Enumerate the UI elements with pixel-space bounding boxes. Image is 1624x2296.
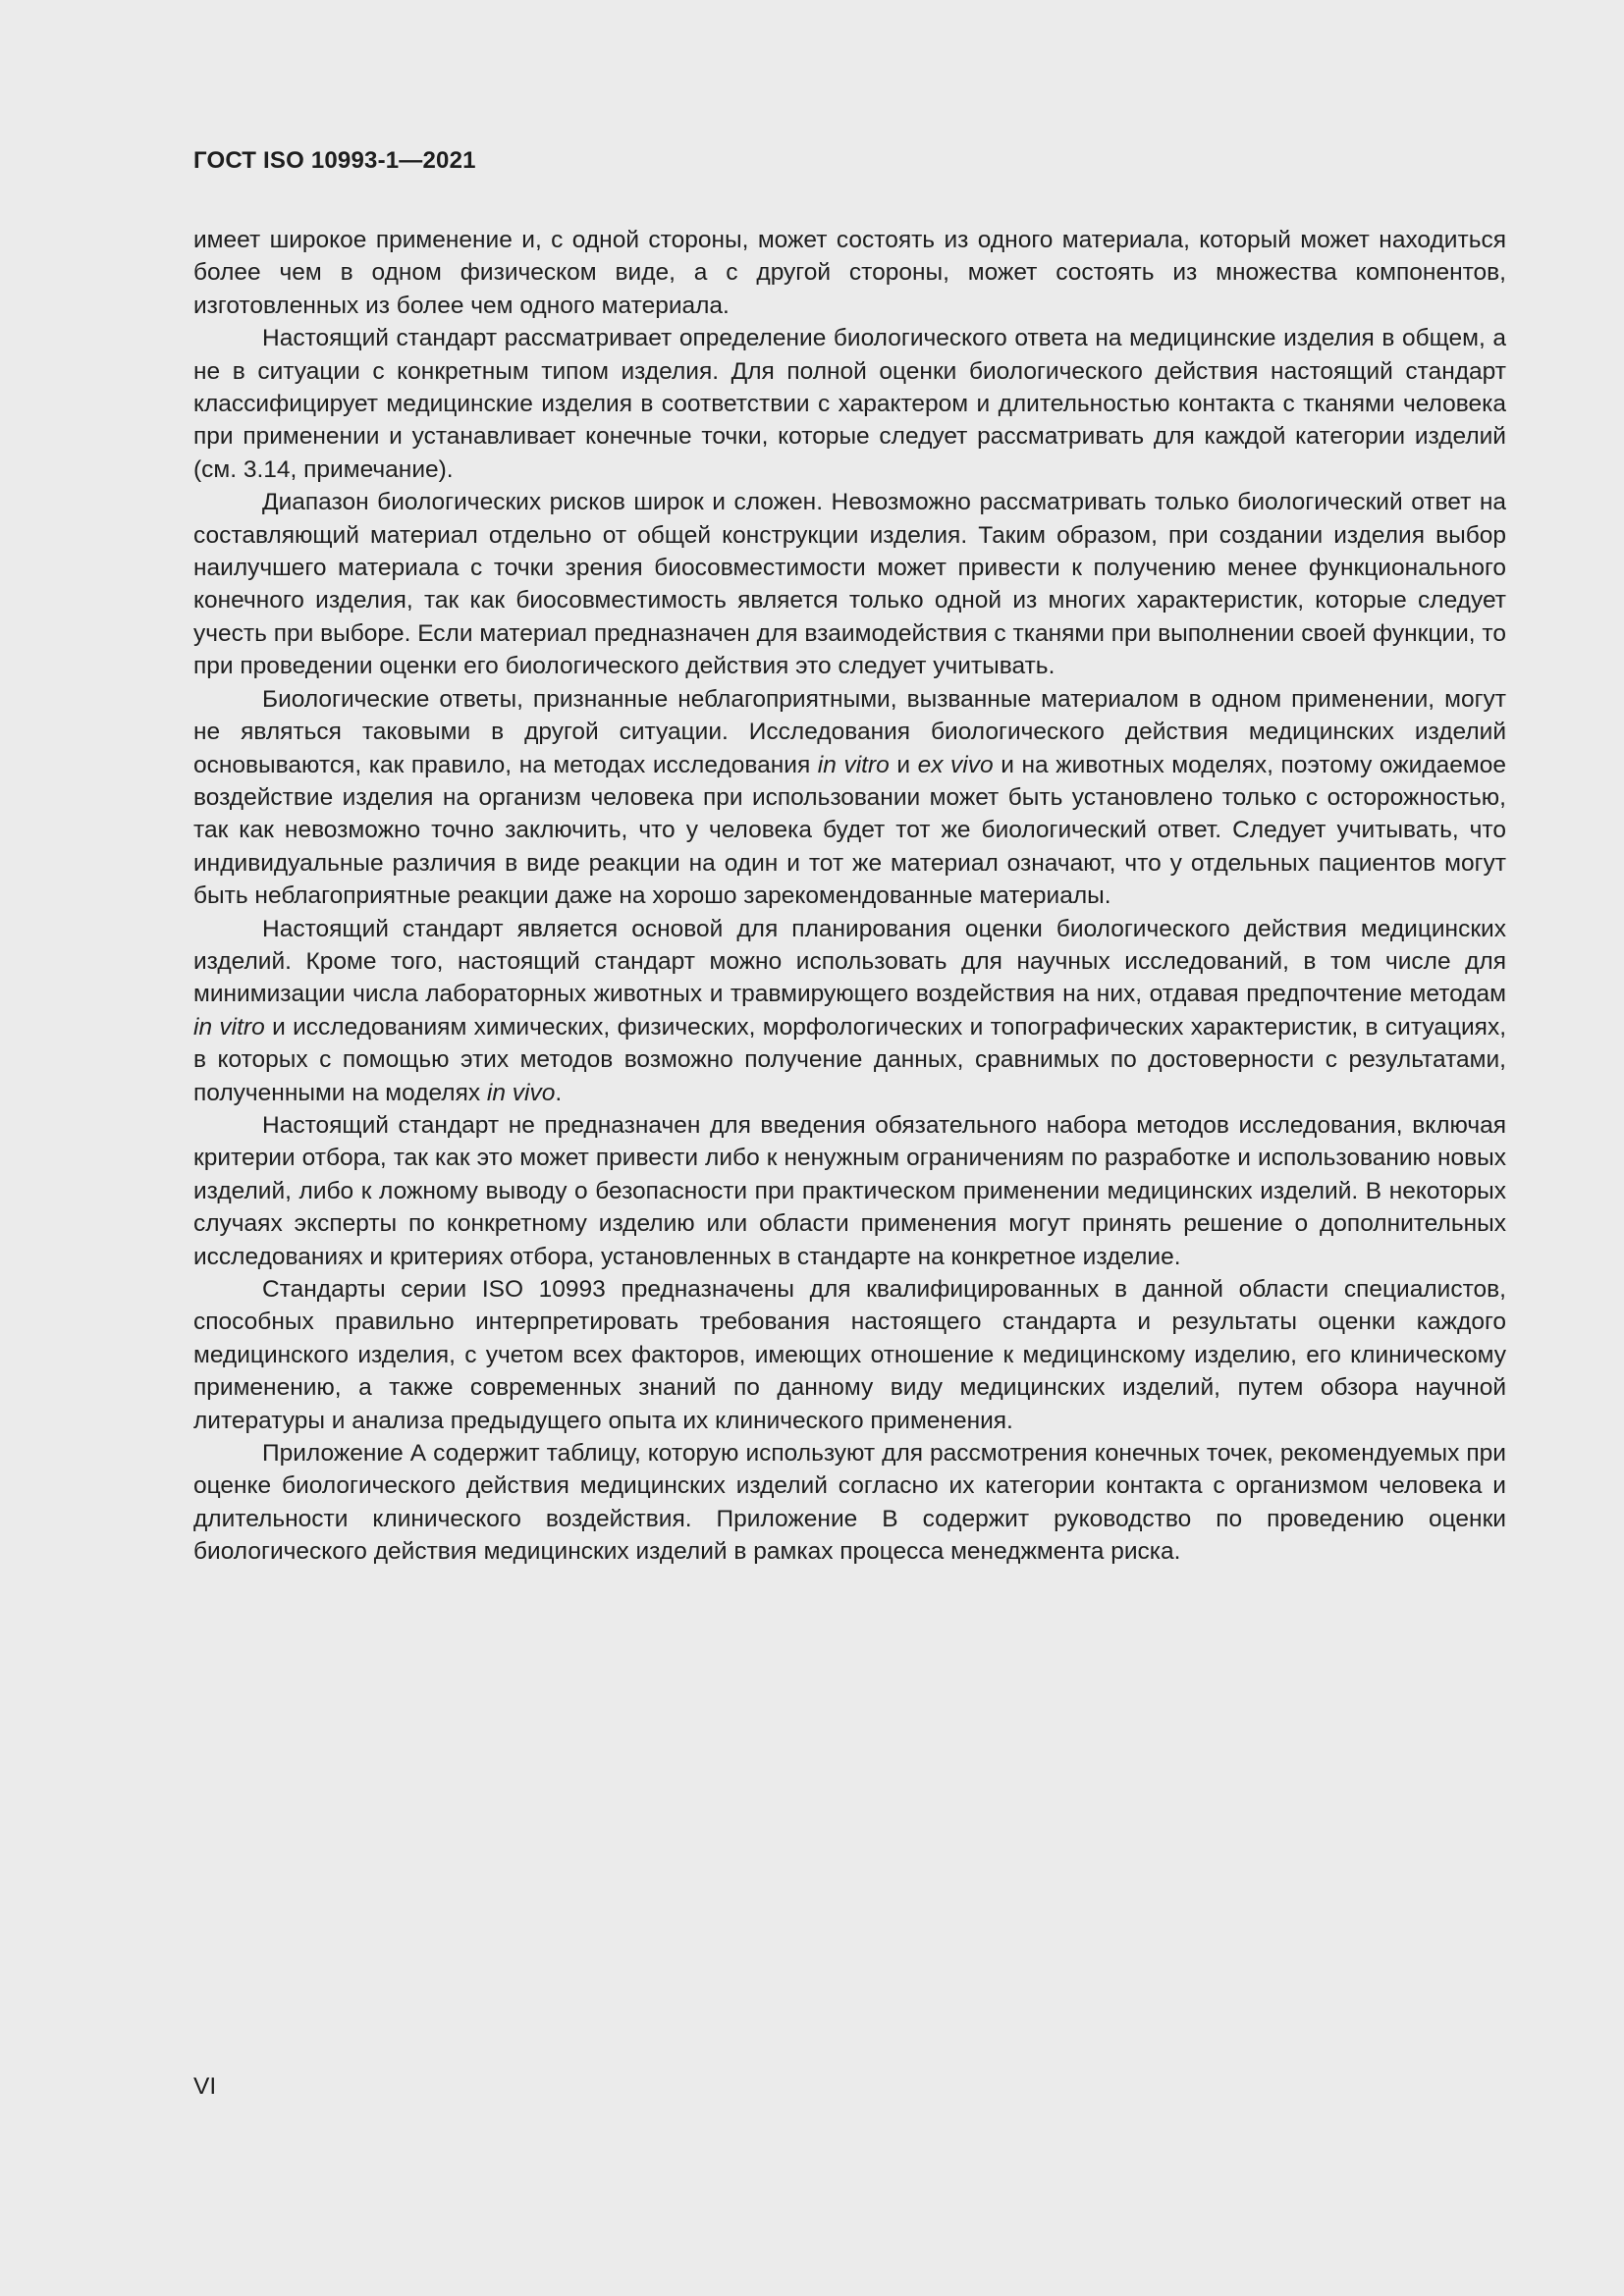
paragraph-4 xyxy=(193,683,1506,913)
paragraph-4-part-1: Биологические ответы, признанные неблагоприятными, вызванные материалом в одном применении, могут не являться таковыми в другой ситуации. Исследования биологического действия медицинских изделий основываются, как правило, на методах исследования xyxy=(193,685,1506,778)
paragraph-5-part-3: . xyxy=(555,1079,563,1106)
document-header: ГОСТ ISO 10993-1—2021 xyxy=(193,147,476,174)
page-number: VI xyxy=(193,2073,217,2100)
paragraph-5 xyxy=(193,913,1506,1109)
paragraph-8: Приложение А содержит таблицу, которую используют для рассмотрения конечных точек, рекомендуемых при оценке биологического действия медицинских изделий согласно их категории контакта с организмом человека и длительности клинического воздействия. Приложение В содержит руководство по проведению оценки биологического действия медицинских изделий в рамках процесса менеджмента риска. xyxy=(193,1440,1506,1566)
italic-term-in-vitro: in vitro xyxy=(193,1013,265,1041)
paragraph-5-part-2: и исследованиям химических, физических, морфологических и топографических характеристик, в ситуациях, в которых с помощью этих методов возможно получение данных, сравнимых по достоверности с результатами, полученными на моделях xyxy=(193,1013,1506,1106)
document-body xyxy=(193,224,1506,1569)
paragraph-1: имеет широкое применение и, с одной стороны, может состоять из одного материала, который может находиться более чем в одном физическом виде, а с другой стороны, может состоять из множества компонентов, изготовленных из более чем одного материала. xyxy=(193,227,1506,319)
paragraph-3: Диапазон биологических рисков широк и сложен. Невозможно рассматривать только биологический ответ на составляющий материал отдельно от общей конструкции изделия. Таким образом, при создании изделия выбор наилучшего материала с точки зрения биосовместимости может привести к получению менее функционального конечного изделия, так как биосовместимость является только одной из многих характеристик, которые следует учесть при выборе. Если материал предназначен для взаимодействия с тканями при выполнении своей функции, то при проведении оценки его биологического действия это следует учитывать. xyxy=(193,489,1506,680)
italic-term-in-vivo: in vivo xyxy=(486,1079,556,1106)
paragraph-4-part-3: и на животных моделях, поэтому ожидаемое воздействие изделия на организм человека при использовании может быть установлено только с осторожностью, так как невозможно точно заключить, что у человека будет тот же биологический ответ. Следует учитывать, что индивидуальные различия в виде реакции на один и тот же материал означают, что у отдельных пациентов могут быть неблагоприятные реакции даже на хорошо зарекомендованные материалы. xyxy=(193,751,1506,910)
paragraph-7: Стандарты серии ISO 10993 предназначены для квалифицированных в данной области специалистов, способных правильно интерпретировать требования настоящего стандарта и результаты оценки каждого медицинского изделия, с учетом всех факторов, имеющих отношение к медицинскому изделию, его клиническому применению, а также современных знаний по данному виду медицинских изделий, путем обзора научной литературы и анализа предыдущего опыта их клинического применения. xyxy=(193,1276,1506,1434)
paragraph-5-part-1: Настоящий стандарт является основой для планирования оценки биологического действия медицинских изделий. Кроме того, настоящий стандарт можно использовать для научных исследований, в том числе для минимизации числа лабораторных животных и травмирующего воздействия на них, отдавая предпочтение методам xyxy=(193,915,1506,1008)
paragraph-4-part-2: и xyxy=(889,751,918,778)
italic-term-ex-vivo: ex vivo xyxy=(917,751,994,778)
paragraph-6: Настоящий стандарт не предназначен для введения обязательного набора методов исследования, включая критерии отбора, так как это может привести либо к ненужным ограничениям по разработке и использованию новых изделий, либо к ложному выводу о безопасности при практическом применении медицинских изделий. В некоторых случаях эксперты по конкретному изделию или области применения могут принять решение о дополнительных исследованиях и критериях отбора, установленных в стандарте на конкретное изделие. xyxy=(193,1111,1506,1270)
paragraph-2: Настоящий стандарт рассматривает определение биологического ответа на медицинские изделия в общем, а не в ситуации с конкретным типом изделия. Для полной оценки биологического действия настоящий стандарт классифицирует медицинские изделия в соответствии с характером и длительностью контакта с тканями человека при применении и устанавливает конечные точки, которые следует рассматривать для каждой категории изделий (см. 3.14, примечание). xyxy=(193,325,1506,483)
italic-term-in-vitro: in vitro xyxy=(817,751,890,778)
